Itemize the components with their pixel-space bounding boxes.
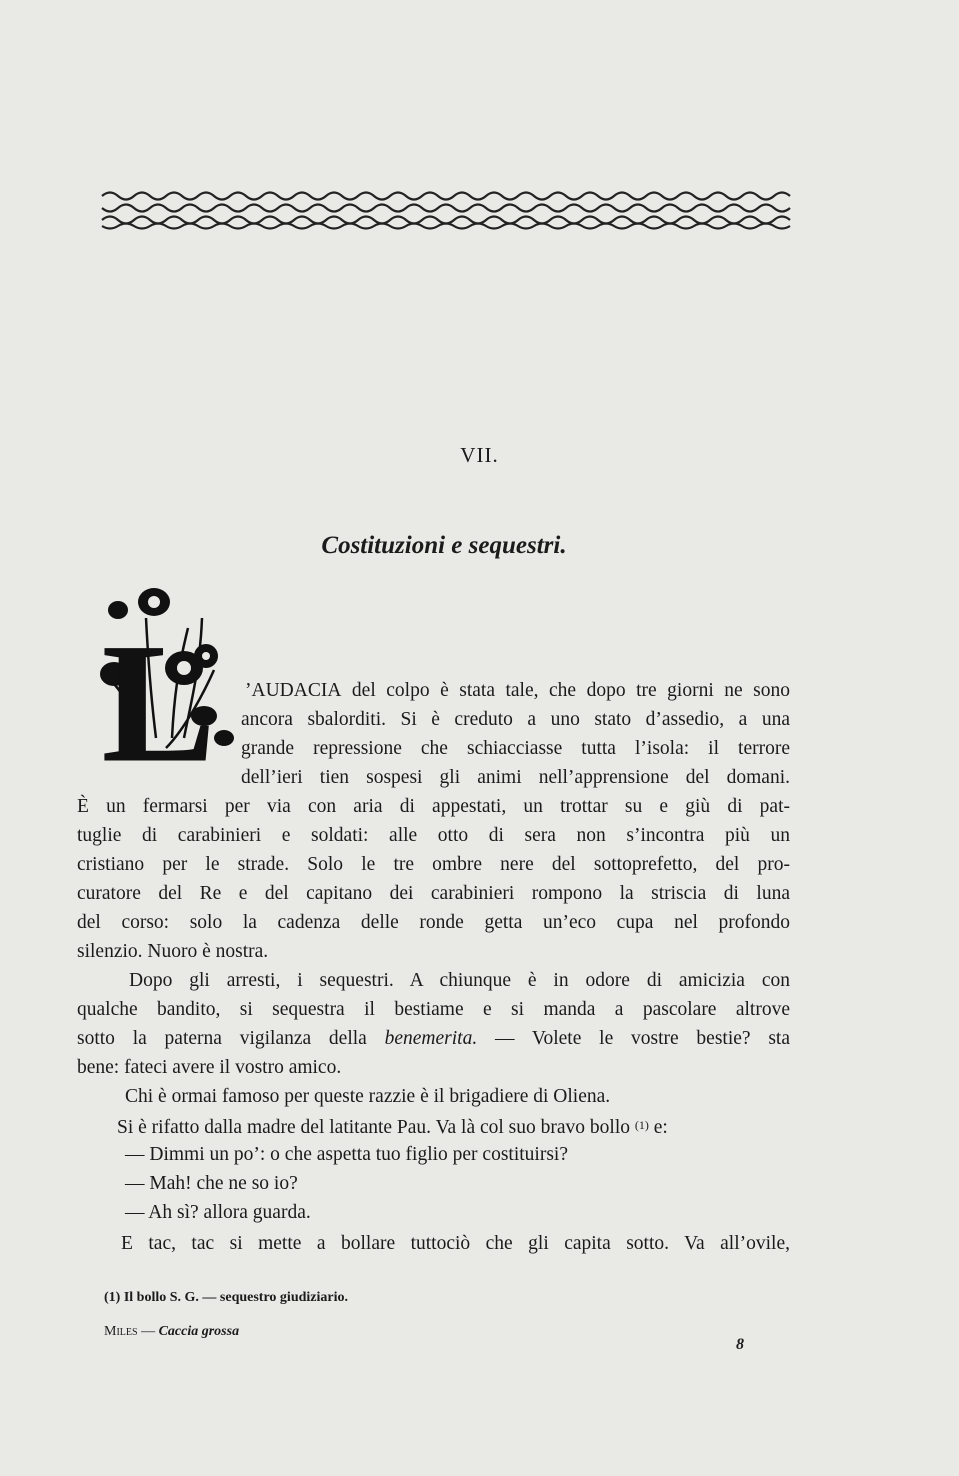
text-line: ’AUDACIA del colpo è stata tale, che dopo tre giorni ne sono [245,680,790,701]
dropcap-letter: L [102,609,216,774]
chapter-number: VII. [460,443,499,467]
footnote: (1) Il bollo S. G. — sequestro giudiziario. [104,1290,348,1305]
text-line: Si è rifatto dalla madre del latitante Pau. Va là col suo bravo bollo $^{(1)}$ e: [117,1117,668,1138]
text-line: Chi è ormai famoso per queste razzie è il brigadiere di Oliena. [125,1086,611,1107]
text-line: Dopo gli arresti, i sequestri. A chiunque è in odore di amicizia con [129,970,790,991]
text-line: — Ah sì? allora guarda. [125,1202,311,1223]
book-title: Caccia grossa [158,1324,240,1339]
text-line: — Dimmi un po’: o che aspetta tuo figlio per costituirsi? [125,1144,568,1165]
text-line: sotto la paterna vigilanza della benemerita. — Volete le vostre bestie? sta [77,1028,790,1049]
text-line: È un fermarsi per via con aria di appestati, un trottar su e giù di pat- [77,796,790,817]
running-head: Miles — Caccia grossa [104,1324,240,1339]
page-number: 8 [736,1336,744,1353]
text-line: cristiano per le strade. Solo le tre ombre nere del sottoprefetto, del pro- [77,854,790,875]
text-line: dell’ieri tien sospesi gli animi nell’apprensione del domani. [241,767,790,788]
text-line: silenzio. Nuoro è nostra. [77,941,269,962]
chapter-title: Costituzioni e sequestri. [321,532,567,559]
text-line: qualche bandito, si sequestra il bestiame e si manda a pascolare altrove [77,999,790,1020]
text-line: — Mah! che ne so io? [125,1173,298,1194]
text-line: curatore del Re e del capitano dei carabinieri rompono la striscia di luna [77,883,790,904]
text-line: bene: fateci avere il vostro amico. [77,1057,342,1078]
decorated-initial [96,578,241,774]
text-line: E tac, tac si mette a bollare tuttociò che gli capita sotto. Va all’ovile, [121,1233,790,1254]
text-line: del corso: solo la cadenza delle ronde getta un’eco cupa nel profondo [77,912,790,933]
text-line: ancora sbalorditi. Si è creduto a uno stato d’assedio, a una [241,709,790,730]
author-name: Miles [104,1324,138,1339]
text-line: grande repressione che schiacciasse tutta l’isola: il terrore [241,738,790,759]
footnote-ref: (1) [634,1118,649,1132]
decorative-wave-border [100,186,804,232]
text-line: tuglie di carabinieri e soldati: alle otto di sera non s’incontra più un [77,825,790,846]
